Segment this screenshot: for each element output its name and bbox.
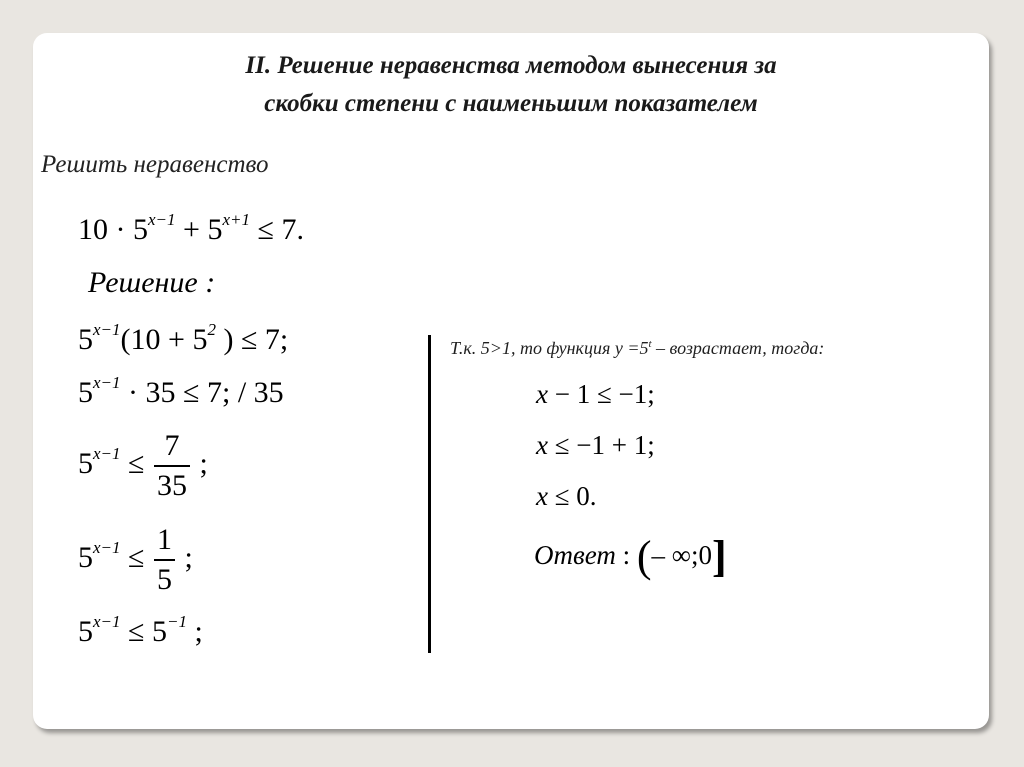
l5-rel: ≤ — [120, 446, 152, 480]
monotonic-note — [450, 338, 824, 359]
l3-body2: ) ≤ 7; — [215, 323, 289, 356]
rs1-body: − 1 ≤ −1; — [547, 379, 655, 409]
ineq-plus: + 5 — [175, 213, 223, 246]
l3-base: 5 — [78, 323, 93, 356]
rs3-var: x — [536, 481, 548, 511]
title-line-2: скобки степени с наименьшим показателем — [264, 90, 758, 117]
l7-exp: x−1 — [93, 612, 121, 631]
answer-open-paren: ( — [636, 532, 652, 581]
l6-den: 5 — [157, 563, 172, 596]
l6-exp: x−1 — [93, 537, 121, 557]
right-step-2 — [536, 430, 655, 461]
rs2-var: x — [536, 430, 548, 460]
answer-line — [534, 531, 727, 582]
l6-base: 5 — [78, 540, 93, 574]
answer-colon: : — [615, 540, 637, 570]
step-line-5 — [78, 429, 208, 503]
slide-title — [33, 47, 989, 123]
l4-exp: x−1 — [93, 373, 121, 392]
note-text: Т.к. 5>1, то функция у =5 — [450, 338, 649, 358]
rs3-body: ≤ 0. — [547, 481, 597, 511]
rs2-body: ≤ −1 + 1; — [547, 430, 655, 460]
l6-fraction — [154, 523, 175, 597]
right-step-1 — [536, 379, 655, 410]
l3-body1: (10 + 5 — [120, 323, 208, 356]
step-line-6 — [78, 523, 193, 597]
answer-label: Ответ — [534, 540, 616, 570]
slide — [33, 33, 989, 729]
ineq-exp1: x−1 — [148, 210, 176, 229]
l5-den: 35 — [157, 469, 187, 502]
l6-end: ; — [177, 540, 193, 574]
title-line-1: II. Решение неравенства методом вынесения за — [245, 52, 777, 79]
l4-body: · 35 ≤ 7; / 35 — [120, 376, 284, 409]
task-label: Решить неравенство — [41, 151, 269, 178]
answer-close-bracket: ] — [712, 532, 727, 581]
l7-end: ; — [186, 615, 203, 648]
l3-exp: x−1 — [93, 320, 121, 339]
l5-base: 5 — [78, 446, 93, 480]
step-line-4 — [78, 373, 284, 410]
ineq-coef: 10 · 5 — [78, 213, 148, 246]
l5-fraction — [154, 429, 190, 503]
l7-base: 5 — [78, 615, 93, 648]
l6-num: 1 — [154, 523, 175, 561]
l5-end: ; — [192, 446, 208, 480]
l5-num: 7 — [154, 429, 190, 467]
l5-exp: x−1 — [93, 443, 121, 463]
l4-base: 5 — [78, 376, 93, 409]
answer-interval: – ∞;0 — [651, 540, 713, 570]
step-line-3 — [78, 320, 289, 357]
l3-exp2: 2 — [207, 320, 216, 339]
l7-exp2: −1 — [167, 612, 187, 631]
inequality-line — [78, 210, 304, 247]
ineq-exp2: x+1 — [222, 210, 250, 229]
rs1-var: x — [536, 379, 548, 409]
note-tail: – возрастает, тогда: — [651, 338, 825, 358]
right-step-3 — [536, 481, 597, 512]
column-divider — [428, 335, 431, 653]
l6-rel: ≤ — [120, 540, 152, 574]
ineq-tail: ≤ 7. — [249, 213, 304, 246]
l7-rel: ≤ 5 — [120, 615, 167, 648]
step-line-7 — [78, 612, 203, 649]
solution-label: Решение : — [88, 266, 216, 299]
note-exp: t — [648, 338, 652, 350]
